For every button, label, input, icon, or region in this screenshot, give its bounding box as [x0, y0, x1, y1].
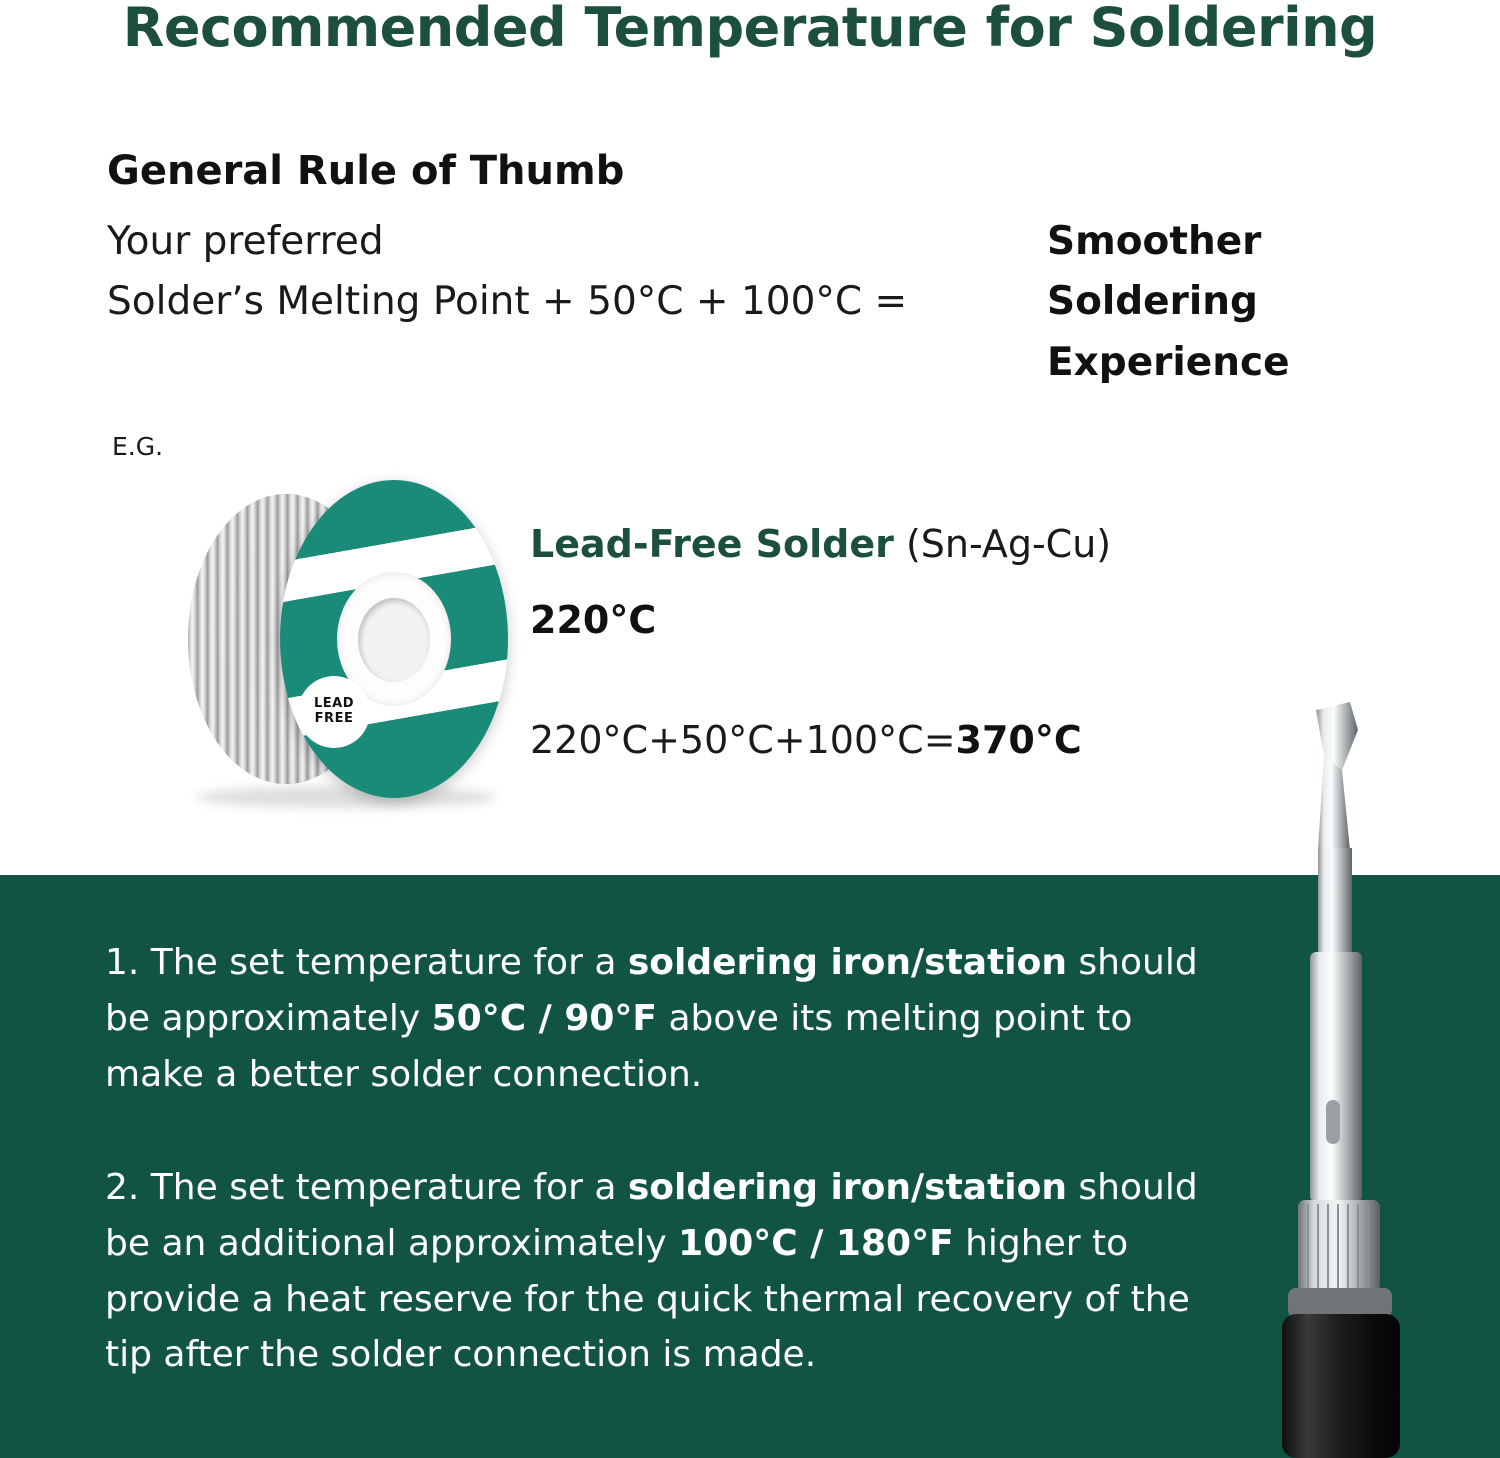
formula-result-line-3: Experience — [1047, 339, 1290, 385]
note-2-text-1: 2. The set temperature for a — [105, 1167, 628, 1208]
note-1-text-2: should be approximately — [105, 942, 1198, 1039]
spool-center-hole — [358, 598, 430, 682]
formula-result — [1047, 212, 1290, 393]
solder-spool-image — [170, 470, 510, 810]
lead-free-badge-line-2: FREE — [314, 711, 354, 726]
rule-of-thumb-heading: General Rule of Thumb — [107, 148, 625, 194]
spool-front-disc — [280, 480, 508, 798]
rule-of-thumb-formula — [107, 212, 1407, 393]
note-1-text-1: 1. The set temperature for a — [105, 942, 628, 983]
solder-alloy: (Sn-Ag-Cu) — [893, 522, 1112, 566]
solder-equation-result: 370°C — [955, 718, 1082, 762]
note-2-bold-1: soldering iron/station — [627, 1167, 1067, 1208]
formula-result-line-1: Smoother — [1047, 219, 1262, 264]
note-1-text-3: above its melting point to make a better solder connection. — [105, 997, 1133, 1095]
formula-result-line-2: Soldering — [1047, 279, 1258, 325]
note-2-text-2: should be an additional approximately — [105, 1167, 1198, 1264]
note-item — [105, 935, 1235, 1102]
lead-free-badge — [298, 676, 370, 748]
note-2-text-3: higher to provide a heat reserve for the quick thermal recovery of the tip after the solder connection is made. — [105, 1222, 1190, 1376]
iron-tip — [1316, 702, 1358, 850]
note-1-bold-2: 50°C / 90°F — [431, 997, 658, 1039]
page-title: Recommended Temperature for Soldering — [122, 0, 1378, 59]
solder-equation — [530, 718, 1082, 762]
notes-panel — [0, 875, 1500, 1458]
solder-name-primary: Lead-Free Solder — [530, 522, 894, 566]
formula-line-2: Solder’s Melting Point + 50°C + 100°C = — [107, 279, 908, 325]
lead-free-badge-line-1: LEAD — [313, 696, 355, 712]
solder-melting-point: 220°C — [530, 598, 657, 642]
formula-line-1: Your preferred — [107, 219, 384, 264]
note-1-bold-1: soldering iron/station — [627, 942, 1067, 983]
solder-name — [530, 522, 1111, 566]
note-item — [105, 1160, 1235, 1383]
example-label: E.G. — [112, 432, 164, 461]
note-2-bold-2: 100°C / 180°F — [678, 1222, 954, 1264]
solder-equation-expression: 220°C+50°C+100°C= — [530, 718, 956, 762]
